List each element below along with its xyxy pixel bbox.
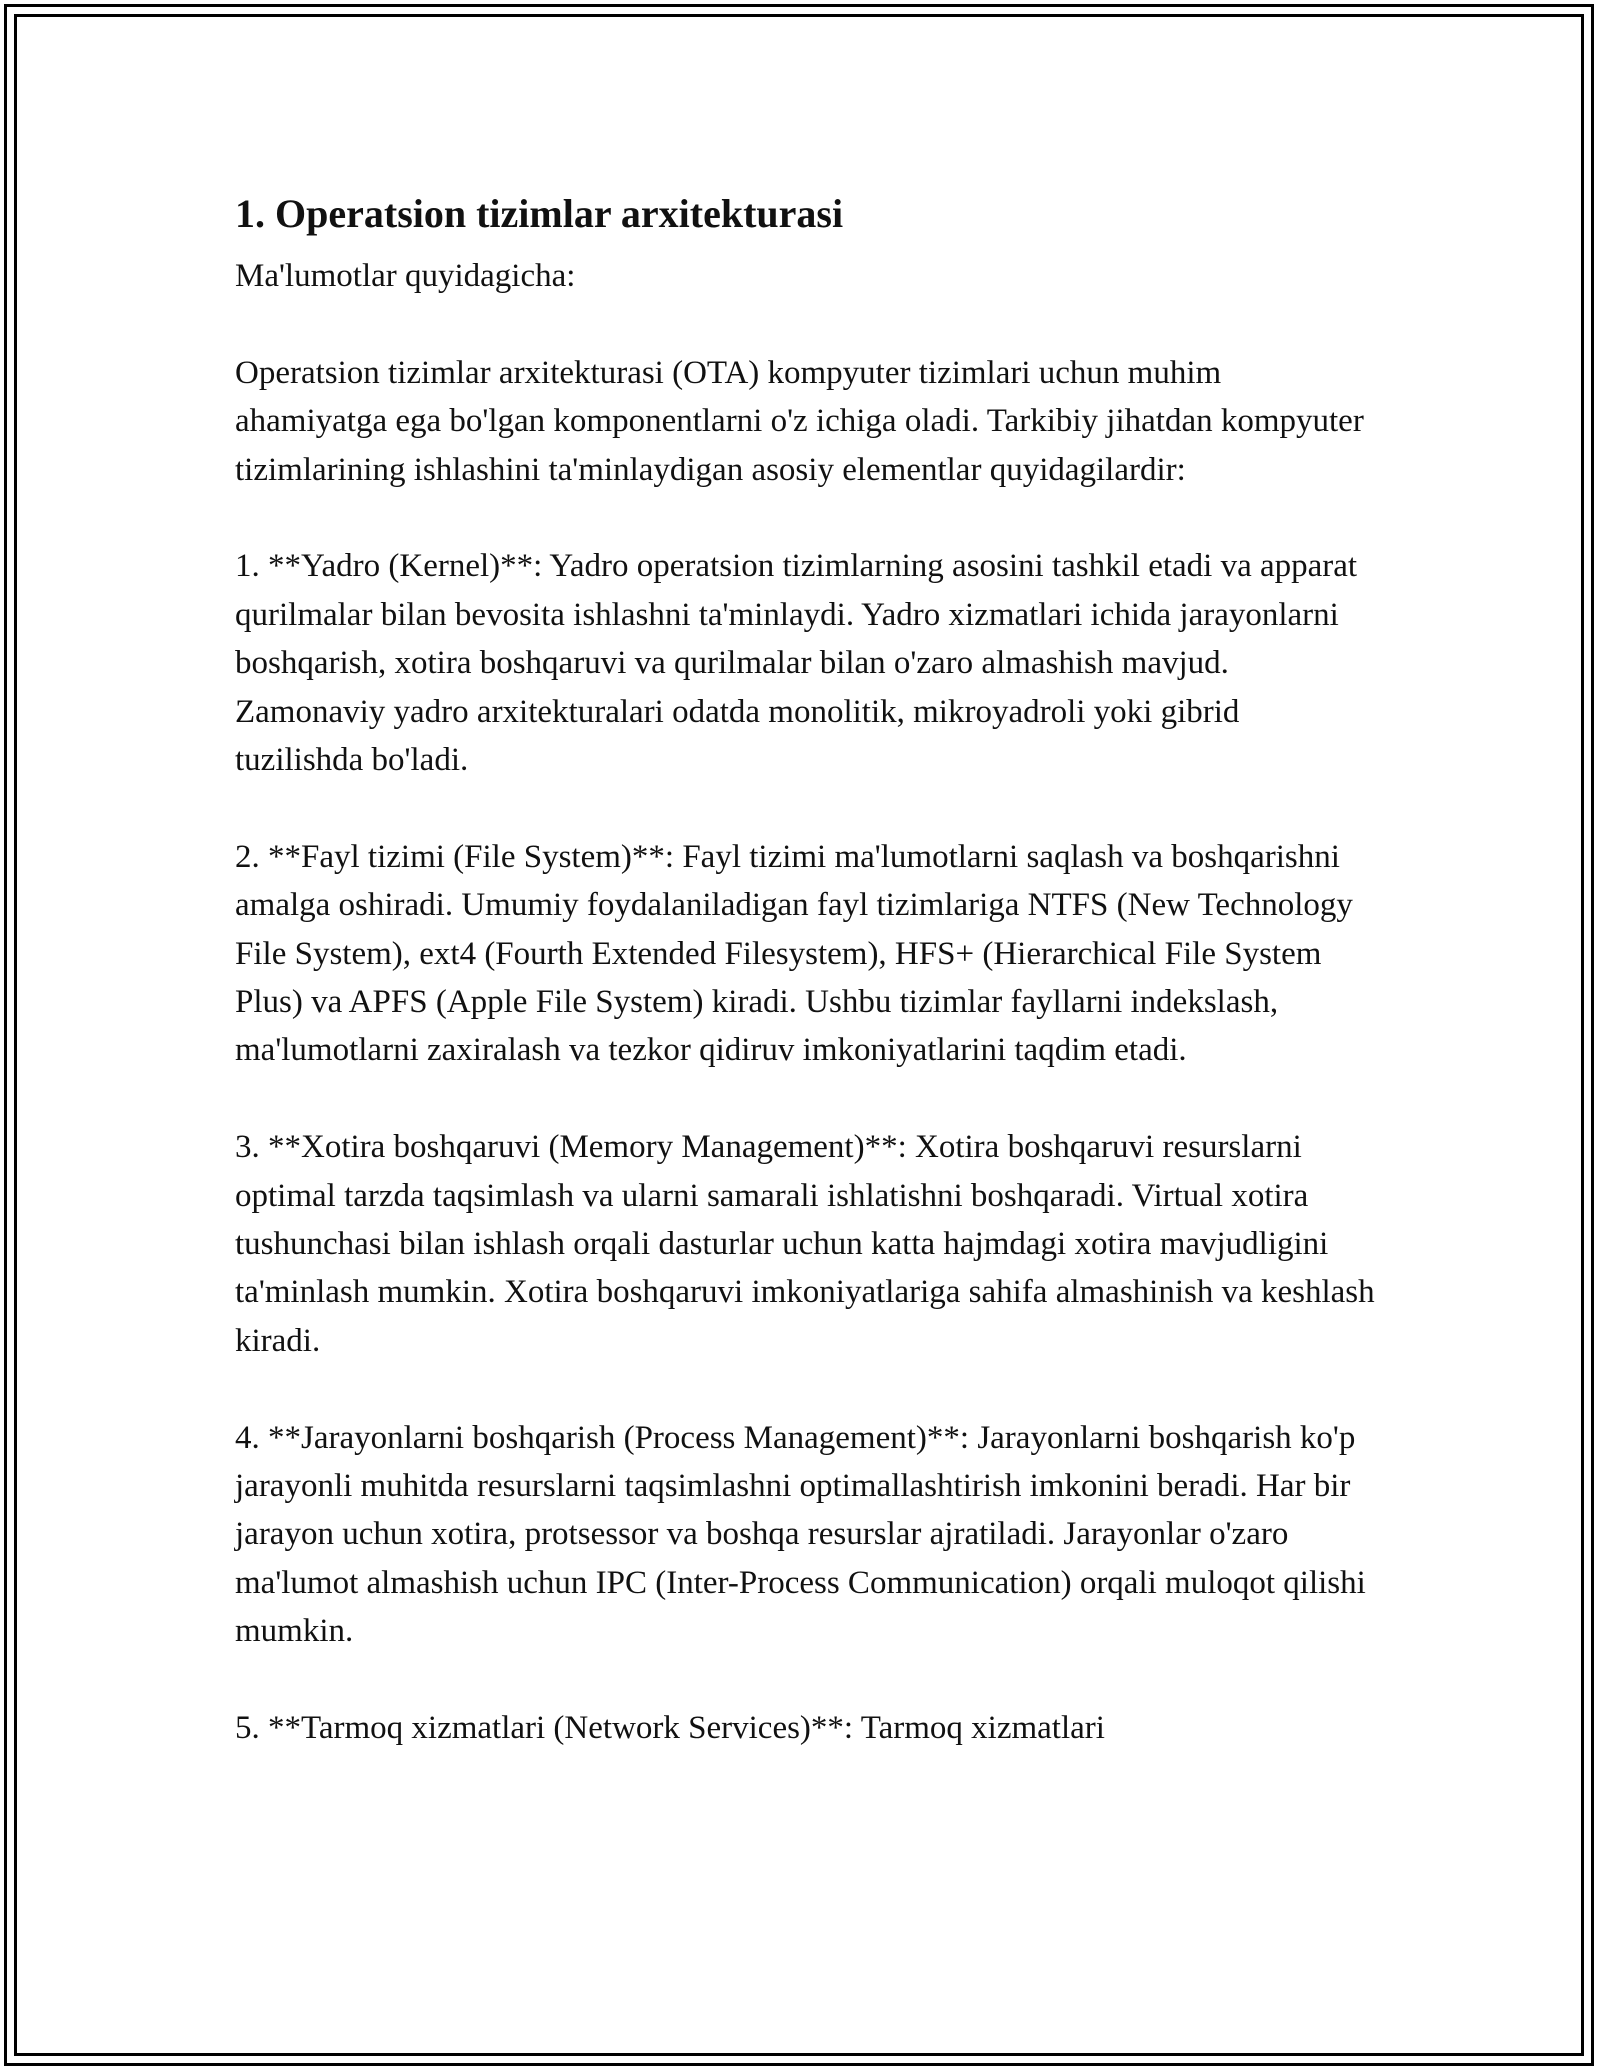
paragraph-network-services: 5. **Tarmoq xizmatlari (Network Services)**: Tarmoq xizmatlari bbox=[235, 1710, 1105, 1747]
paragraph-kernel: 1. **Yadro (Kernel)**: Yadro operatsion tizimlarning asosini tashkil etadi va apparat qurilmalar bilan bevosita ishlashni ta'minlaydi. Yadro xizmatlari ichida jarayonlarni boshqarish, xotira boshqaruvi va qurilmalar bilan o'zaro almashish mavjud. Zamonaviy yadro arxitekturalari odatda monolitik, mikroyadroli yoki gibrid tuzilishda bo'ladi. bbox=[235, 548, 1358, 779]
paragraph-memory-management: 3. **Xotira boshqaruvi (Memory Management)**: Xotira boshqaruvi resurslarni optimal tarzda taqsimlash va ularni samarali ishlatishni boshqaradi. Virtual xotira tushunchasi bilan ishlash orqali dasturlar uchun katta hajmdagi xotira mavjudligini ta'minlash mumkin. Xotira boshqaruvi imkoniyatlariga sahifa almashinish va keshlash kiradi. bbox=[235, 1129, 1375, 1359]
paragraph-file-system: 2. **Fayl tizimi (File System)**: Fayl tizimi ma'lumotlarni saqlash va boshqarishni amalga oshiradi. Umumiy foydalaniladigan fayl tizimlariga NTFS (New Technology File System), ext4 (Fourth Extended Filesystem), HFS+ (Hierarchical File System Plus) va APFS (Apple File System) kiradi. Ushbu tizimlar fayllarni indekslash, ma'lumotlarni zaxiralash va tezkor qidiruv imkoniyatlarini taqdim etadi. bbox=[235, 838, 1353, 1069]
document-body bbox=[235, 182, 1375, 1753]
document-title: 1. Operatsion tizimlar arxitekturasi bbox=[235, 191, 844, 236]
paragraph-intro: Ma'lumotlar quyidagicha: bbox=[235, 258, 576, 294]
paragraph-process-management: 4. **Jarayonlarni boshqarish (Process Management)**: Jarayonlarni boshqarish ko'p jarayonli muhitda resurslarni taqsimlashni optimallashtirish imkonini beradi. Har bir jarayon uchun xotira, protsessor va boshqa resurslar ajratiladi. Jarayonlar o'zaro ma'lumot almashish uchun IPC (Inter-Process Communication) orqali muloqot qilishi mumkin. bbox=[235, 1419, 1366, 1650]
paragraph-overview: Operatsion tizimlar arxitekturasi (OTA) kompyuter tizimlari uchun muhim ahamiyatga ega bo'lgan komponentlarni o'z ichiga oladi. Tarkibiy jihatdan kompyuter tizimlarining ishlashini ta'minlaydigan asosiy elementlar quyidagilardir: bbox=[235, 354, 1364, 488]
